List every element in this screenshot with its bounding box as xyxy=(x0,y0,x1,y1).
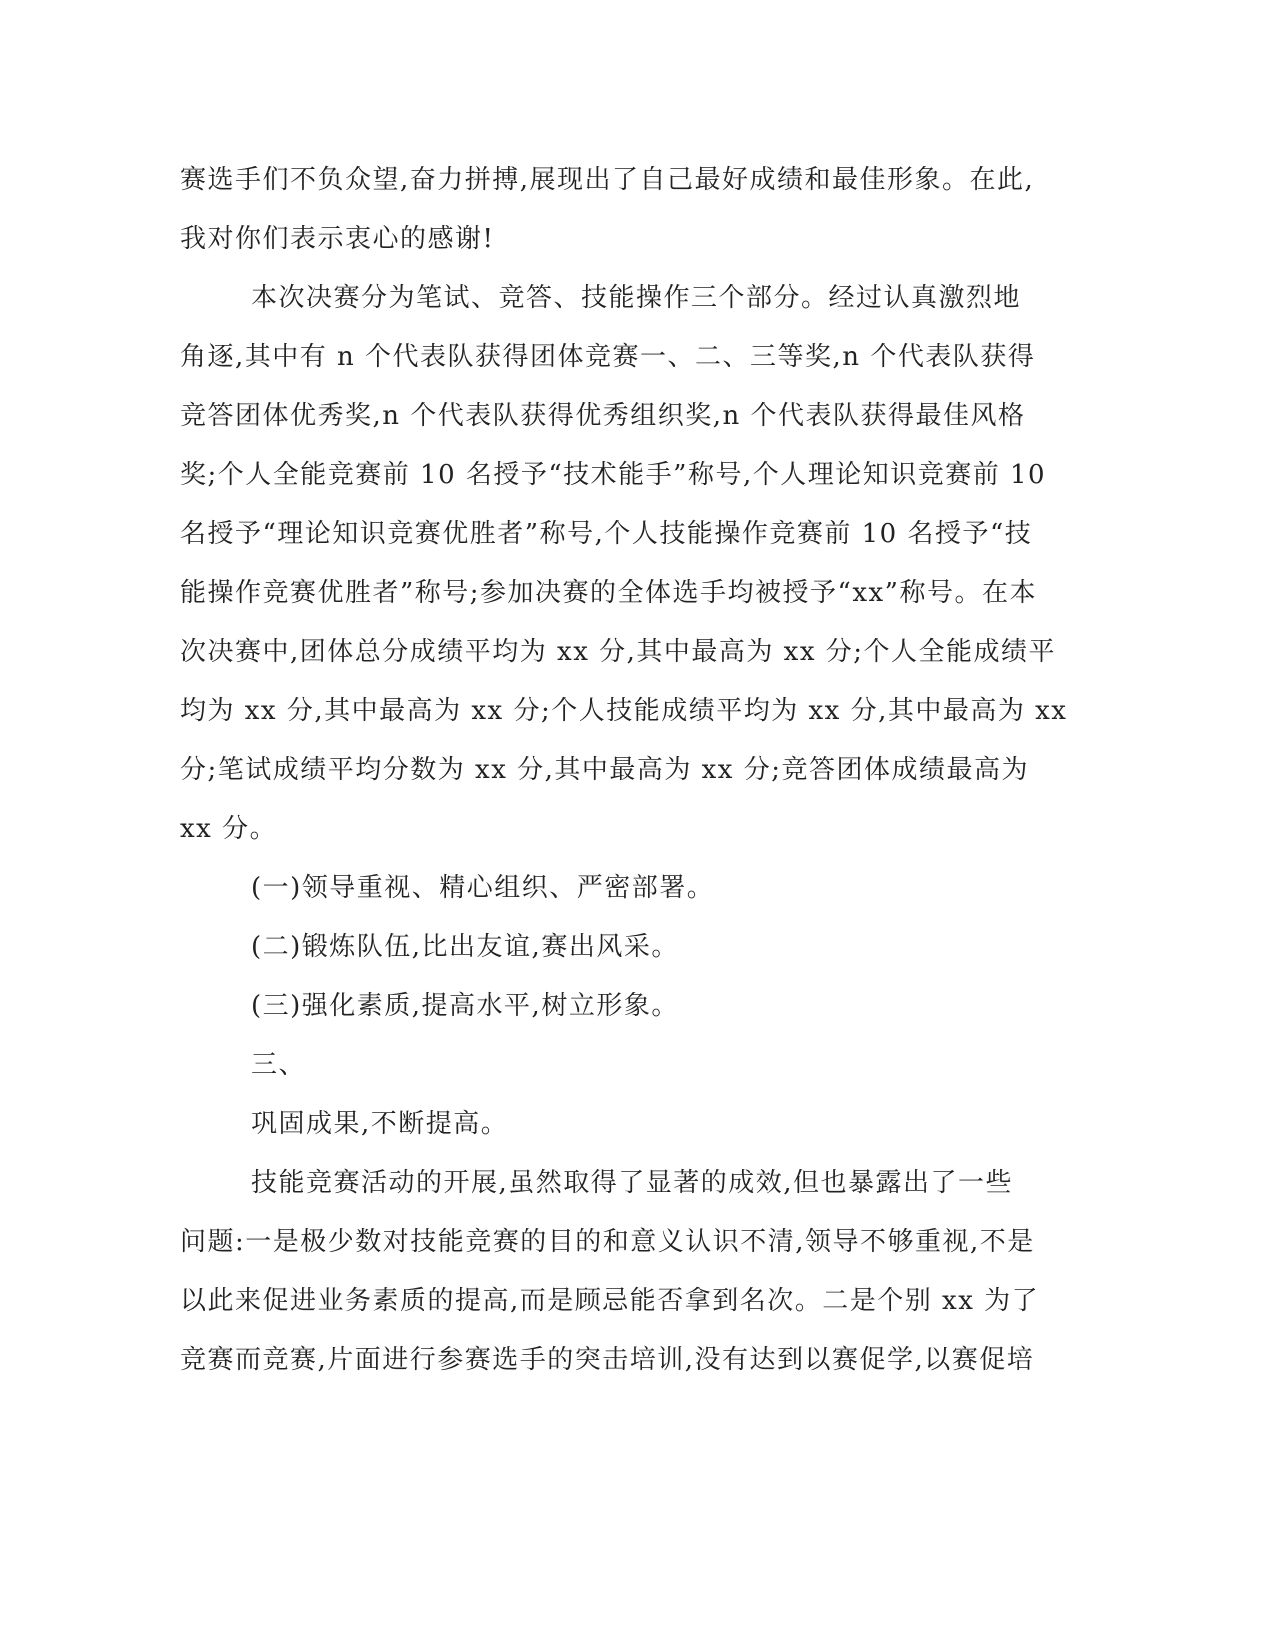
text-line: 均为 xx 分,其中最高为 xx 分;个人技能成绩平均为 xx 分,其中最高为 xx xyxy=(180,696,1068,726)
text-line: 分;笔试成绩平均分数为 xx 分,其中最高为 xx 分;竞答团体成绩最高为 xyxy=(180,755,1029,785)
text-line: 名授予“理论知识竞赛优胜者”称号,个人技能操作竞赛前 10 名授予“技 xyxy=(180,519,1033,549)
list-item: (一)领导重视、精心组织、严密部署。 xyxy=(251,873,715,903)
text-line: 我对你们表示衷心的感谢! xyxy=(180,224,495,254)
text-line: 技能竞赛活动的开展,虽然取得了显著的成效,但也暴露出了一些 xyxy=(251,1168,1014,1198)
text-line: 竞赛而竞赛,片面进行参赛选手的突击培训,没有达到以赛促学,以赛促培 xyxy=(180,1345,1035,1375)
text-line: 能操作竞赛优胜者”称号;参加决赛的全体选手均被授予“xx”称号。在本 xyxy=(180,578,1037,608)
text-line: 竞答团体优秀奖,n 个代表队获得优秀组织奖,n 个代表队获得最佳风格 xyxy=(180,401,1026,431)
text-line: 问题:一是极少数对技能竞赛的目的和意义认识不清,领导不够重视,不是 xyxy=(180,1227,1035,1257)
text-line: xx 分。 xyxy=(180,814,278,844)
text-line: 奖;个人全能竞赛前 10 名授予“技术能手”称号,个人理论知识竞赛前 10 xyxy=(180,460,1047,490)
text-line: 赛选手们不负众望,奋力拼搏,展现出了自己最好成绩和最佳形象。在此, xyxy=(180,165,1035,195)
text-line: 角逐,其中有 n 个代表队获得团体竞赛一、二、三等奖,n 个代表队获得 xyxy=(180,342,1036,372)
list-item: (二)锻炼队伍,比出友谊,赛出风采。 xyxy=(251,932,679,962)
section-heading: 三、 xyxy=(251,1050,307,1080)
section-heading: 巩固成果,不断提高。 xyxy=(251,1109,509,1139)
text-line: 以此来促进业务素质的提高,而是顾忌能否拿到名次。二是个别 xx 为了 xyxy=(180,1286,1040,1316)
list-item: (三)强化素质,提高水平,树立形象。 xyxy=(251,991,679,1021)
text-line: 本次决赛分为笔试、竞答、技能操作三个部分。经过认真激烈地 xyxy=(251,283,1022,313)
text-line: 次决赛中,团体总分成绩平均为 xx 分,其中最高为 xx 分;个人全能成绩平 xyxy=(180,637,1057,667)
